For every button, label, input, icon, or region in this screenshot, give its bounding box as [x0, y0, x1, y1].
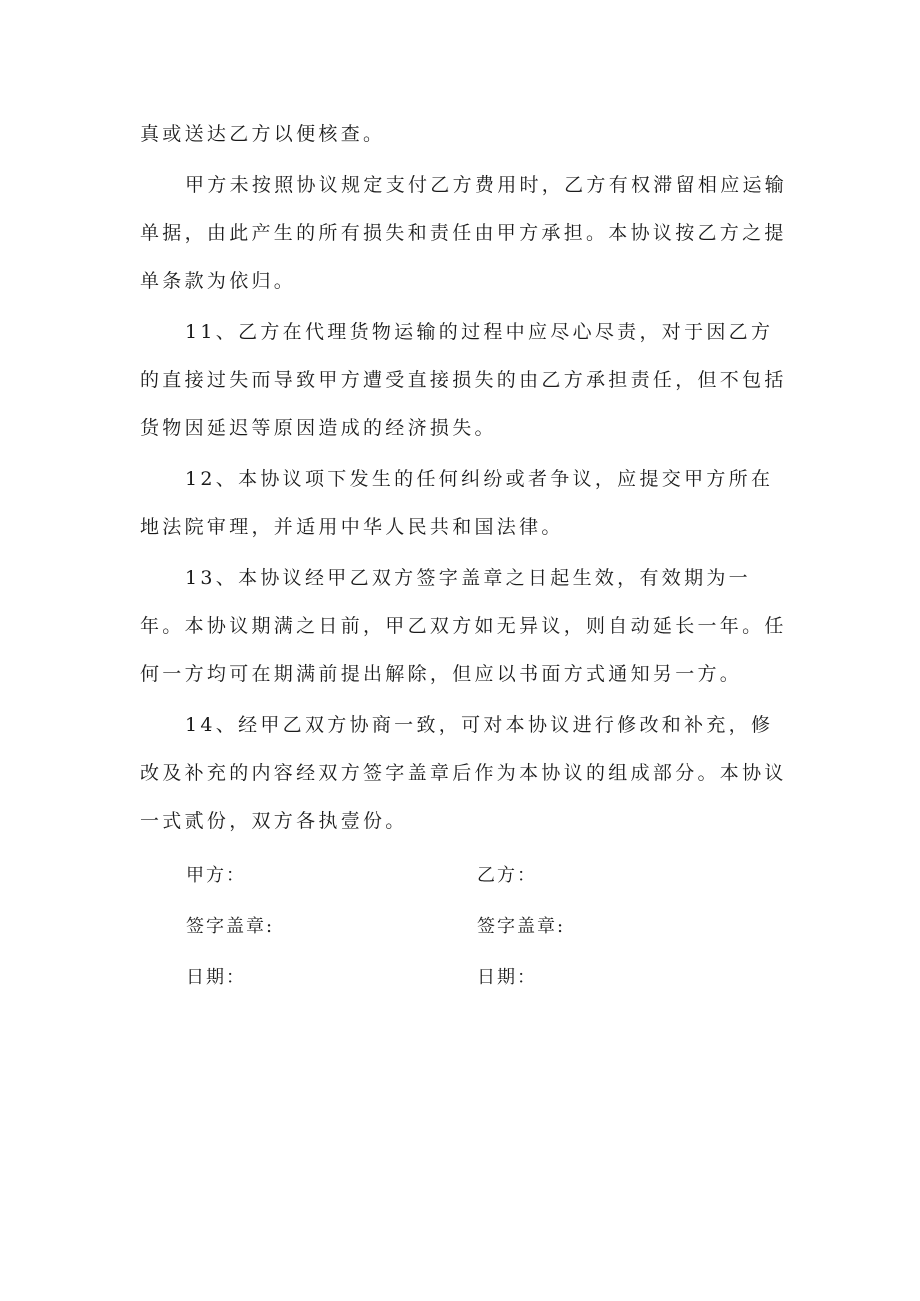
party-a-date: 日期： — [186, 966, 246, 988]
party-a-label: 甲方： — [186, 864, 246, 886]
clause-13: 13、本协议经甲乙双方签字盖章之日起生效，有效期为一年。本协议期满之日前，甲乙双方如无异议，则自动延长一年。任何一方均可在期满前提出解除，但应以书面方式通知另一方。 — [140, 567, 787, 685]
party-a-seal: 签字盖章: — [186, 915, 275, 937]
signature-seal-row — [186, 899, 786, 950]
paragraph-payment-lien: 甲方未按照协议规定支付乙方费用时，乙方有权滞留相应运输单据，由此产生的所有损失和责任由甲方承担。本协议按乙方之提单条款为依归。 — [140, 174, 788, 292]
document-body — [140, 110, 790, 845]
paragraph-continuation: 真或送达乙方以便核查。 — [140, 123, 386, 145]
party-b-label: 乙方： — [477, 864, 537, 886]
clause-11: 11、乙方在代理货物运输的过程中应尽心尽责，对于因乙方的直接过失而导致甲方遭受直接损失的由乙方承担责任，但不包括货物因延迟等原因造成的经济损失。 — [140, 321, 787, 439]
clause-14: 14、经甲乙双方协商一致，可对本协议进行修改和补充，修改及补充的内容经双方签字盖章后作为本协议的组成部分。本协议一式贰份，双方各执壹份。 — [140, 714, 787, 832]
party-b-seal: 签字盖章: — [477, 915, 566, 937]
clause-12: 12、本协议项下发生的任何纠纷或者争议，应提交甲方所在地法院审理，并适用中华人民共和国法律。 — [140, 468, 774, 538]
signature-party-row — [186, 848, 786, 899]
signature-date-row — [186, 950, 786, 1001]
party-b-date: 日期： — [477, 966, 537, 988]
signature-block — [186, 848, 786, 1001]
